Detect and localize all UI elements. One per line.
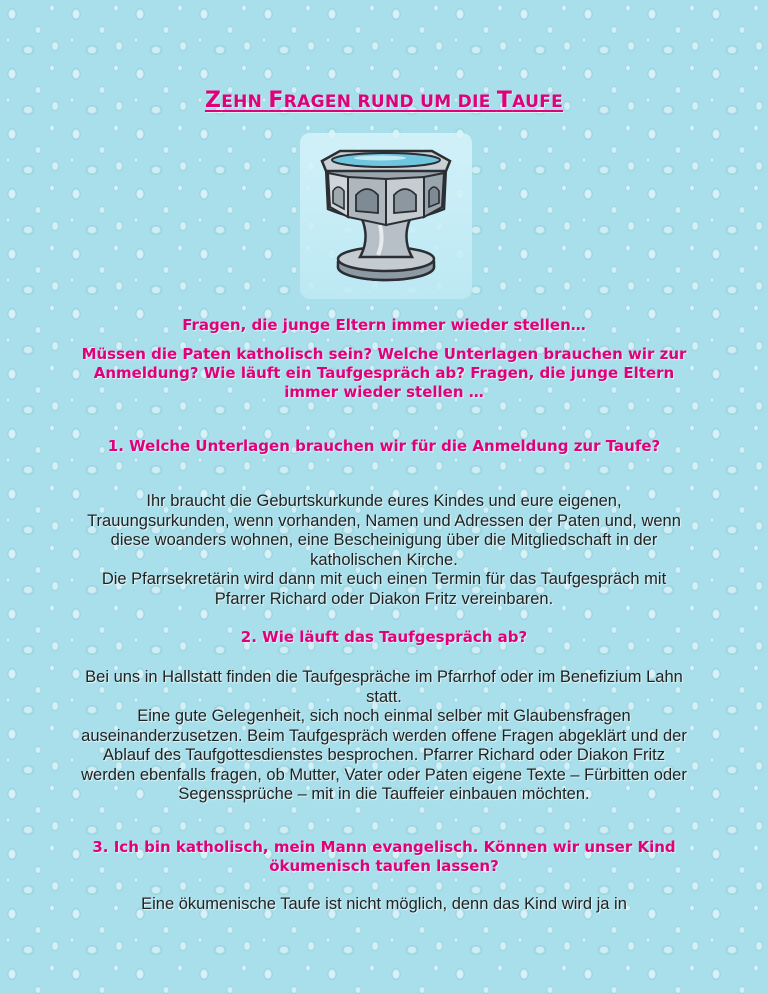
answer-2-paragraph-2: Eine gute Gelegenheit, sich noch einmal selber mit Glaubensfragen auseinanderzusetzen. Beim Taufgespräch werden offene Fragen abgeklärt und der Ablauf des Taufgottesdienstes besprochen. Pfarrer Richard oder Diakon Fritz werden ebenfalls fragen, ob Mutter, Vater oder Paten eigene Texte – Fürbitten oder Segenssprüche – mit in die Tauffeier einbauen möchten. xyxy=(81,707,687,803)
answer-1-paragraph-1: Ihr braucht die Geburtskurkunde eures Kindes und eure eigenen, Trauungsurkunden, wenn vorhanden, Namen und Adressen der Paten und, wenn diese woanders wohnen, eine Bescheinigung über die Mitgliedschaft in der katholischen Kirche. xyxy=(87,492,681,569)
intro-heading: Fragen, die junge Eltern immer wieder stellen… xyxy=(182,316,586,334)
page-title: ZEHN FRAGEN RUND UM DIE TAUFE xyxy=(204,88,564,113)
answer-3-paragraph-1: Eine ökumenische Taufe ist nicht möglich, denn das Kind wird ja in xyxy=(141,895,627,913)
answer-3 xyxy=(80,895,688,915)
answer-2-paragraph-1: Bei uns in Hallstatt finden die Taufgespräche im Pfarrhof oder im Benefizium Lahn statt. xyxy=(85,668,683,706)
question-3-heading: 3. Ich bin katholisch, mein Mann evangelisch. Können wir unser Kind ökumenisch taufen lassen? xyxy=(92,838,676,875)
question-1-heading: 1. Welche Unterlagen brauchen wir für die Anmeldung zur Taufe? xyxy=(107,437,661,455)
question-2-heading: 2. Wie läuft das Taufgespräch ab? xyxy=(240,628,528,646)
intro-text: Müssen die Paten katholisch sein? Welche Unterlagen brauchen wir zur Anmeldung? Wie läuft ein Taufgespräch ab? Fragen, die junge Eltern immer wieder stellen … xyxy=(81,345,687,401)
answer-1 xyxy=(80,492,688,609)
answer-1-paragraph-2: Die Pfarrsekretärin wird dann mit euch einen Termin für das Taufgespräch mit Pfarrer Richard oder Diakon Fritz vereinbaren. xyxy=(101,570,667,608)
answer-2 xyxy=(80,668,688,805)
baptismal-font-icon xyxy=(300,133,472,299)
